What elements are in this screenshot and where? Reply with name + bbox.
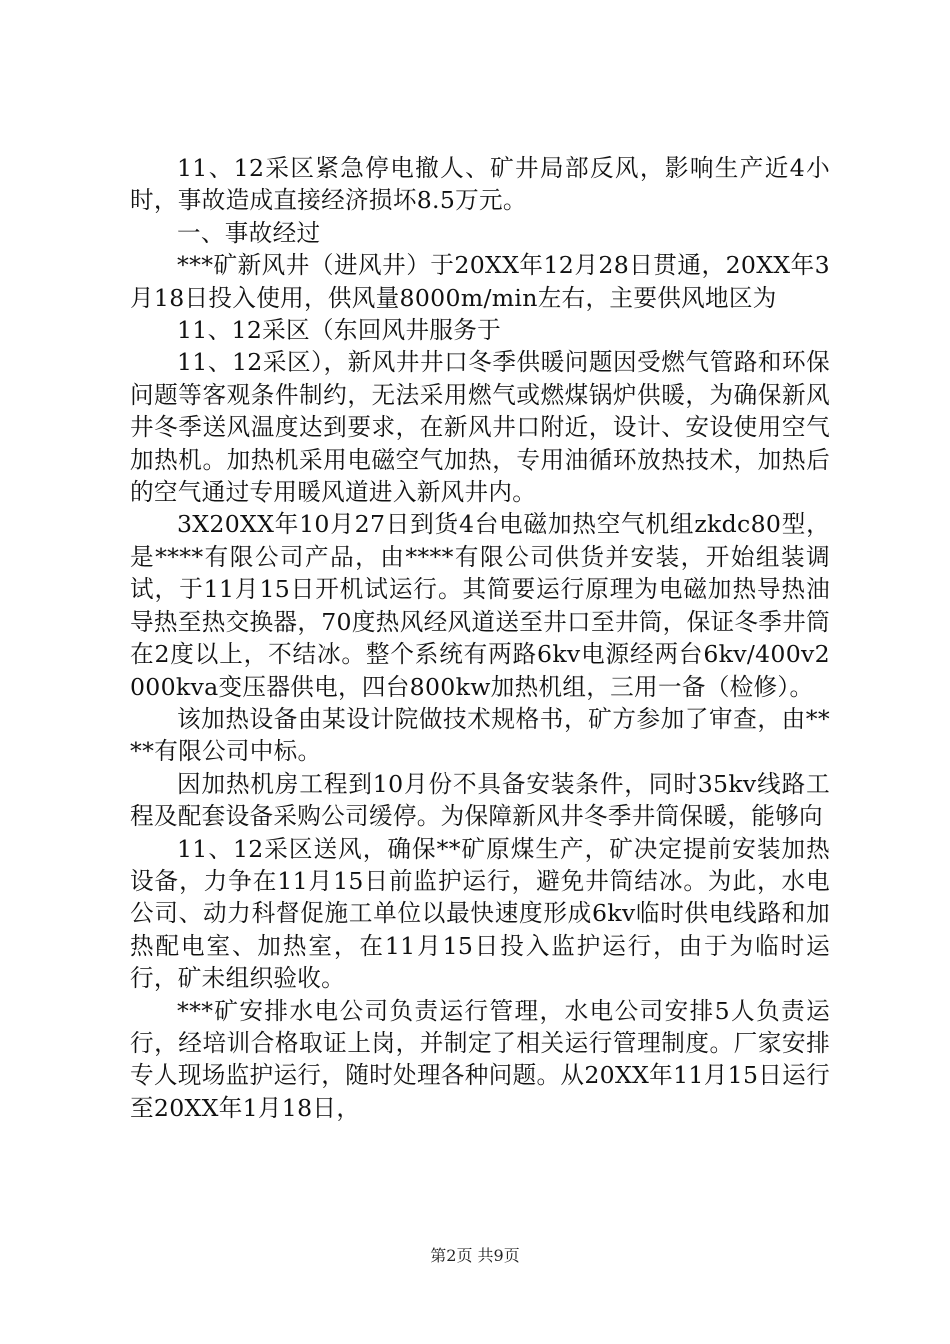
paragraph-8: 因加热机房工程到10月份不具备安装条件，同时35kv线路工程及配套设备采购公司缓停。为保障新风井冬季井筒保暖，能够向 xyxy=(130,769,830,831)
paragraph-6: 3X20XX年10月27日到货4台电磁加热空气机组zkdc80型，是****有限公司产品，由****有限公司供货并安装，开始组装调试，于11月15日开机试运行。其简要运行原理为电磁加热导热油导热至热交换器，70度热风经风道送至井口至井筒，保证冬季井筒在2度以上，不结冰。整个系统有两路6kv电源经两台6kv/400v2000kva变压器供电，四台800kw加热机组，三用一备（检修）。 xyxy=(130,510,830,701)
paragraph-9: 11、12采区送风，确保**矿原煤生产，矿决定提前安装加热设备，力争在11月15日前监护运行，避免井筒结冰。为此，水电公司、动力科督促施工单位以最快速度形成6kv临时供电线路和加热配电室、加热室，在11月15日投入监护运行，由于为临时运行，矿未组织验收。 xyxy=(130,834,830,993)
paragraph-5: 11、12采区），新风井井口冬季供暖问题因受燃气管路和环保问题等客观条件制约，无法采用燃气或燃煤锅炉供暖，为确保新风井冬季送风温度达到要求，在新风井口附近，设计、安设使用空气加热机。加热机采用电磁空气加热，专用油循环放热技术，加热后的空气通过专用暖风道进入新风井内。 xyxy=(130,348,830,507)
paragraph-4: 11、12采区（东回风井服务于 xyxy=(177,316,502,345)
paragraph-10: ***矿安排水电公司负责运行管理，水电公司安排5人负责运行，经培训合格取证上岗，并制定了相关运行管理制度。厂家安排专人现场监护运行，随时处理各种问题。从20XX年11月15日运行至20XX年1月18日， xyxy=(130,996,830,1122)
paragraph-3: ***矿新风井（进风井）于20XX年12月28日贯通，20XX年3月18日投入使用，供风量8000m/min左右，主要供风地区为 xyxy=(130,251,830,312)
paragraph-1: 11、12采区紧急停电撤人、矿井局部反风，影响生产近4小时，事故造成直接经济损坏8.5万元。 xyxy=(130,154,830,215)
page-footer: 第2页 共9页 xyxy=(430,1246,520,1265)
section-heading-accident-process: 一、事故经过 xyxy=(177,218,321,247)
document-body xyxy=(130,152,830,1124)
paragraph-7: 该加热设备由某设计院做技术规格书，矿方参加了审查，由****有限公司中标。 xyxy=(130,704,830,766)
